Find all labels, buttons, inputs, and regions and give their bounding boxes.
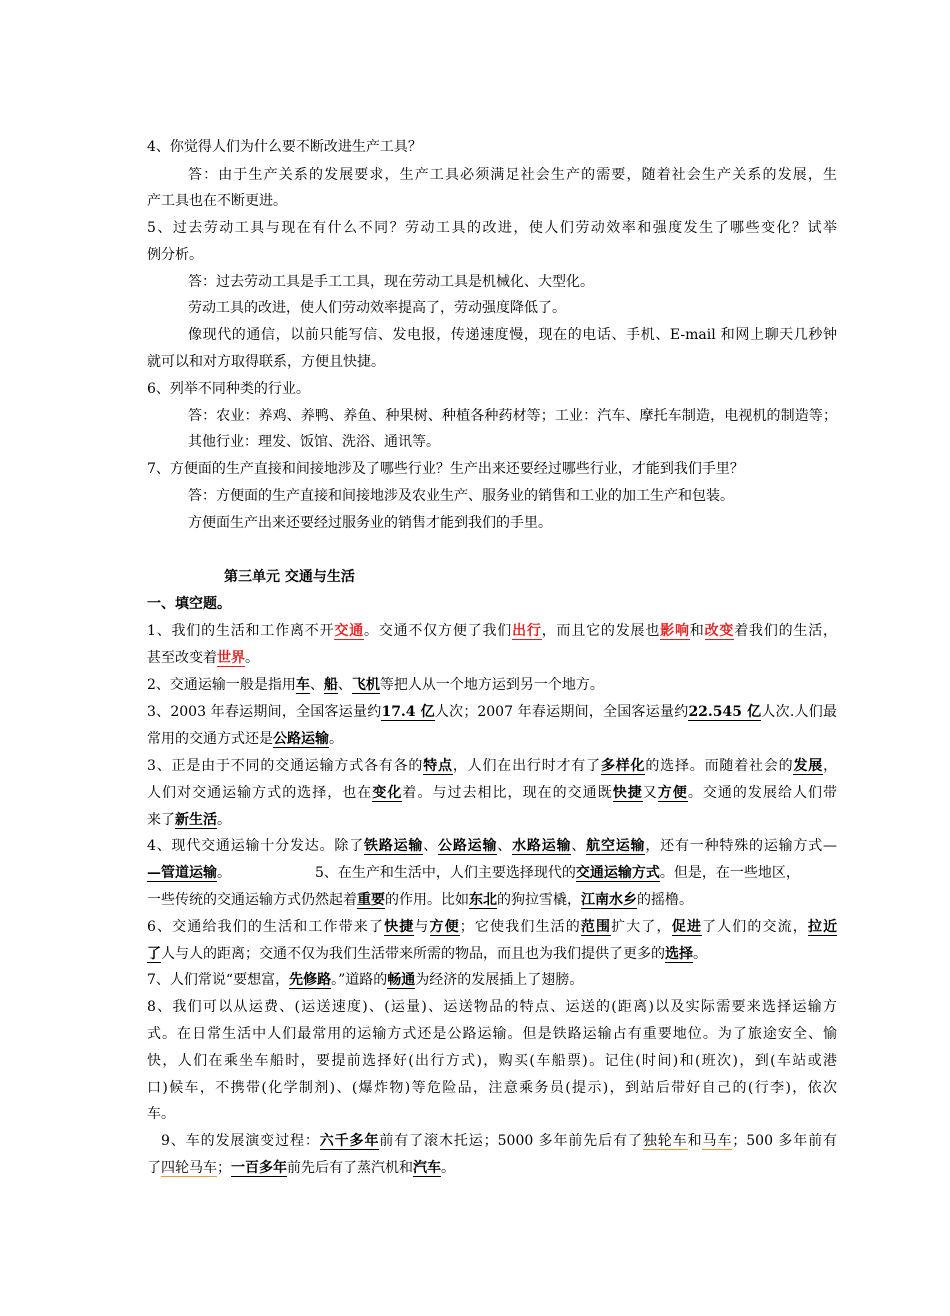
answer-6-line-2: 其他行业：理发、饭馆、洗浴、通讯等。 <box>188 434 440 450</box>
fill-q1-line-1: 1、我们的生活和工作离不开交通。交通不仅方便了我们出行，而且它的发展也影响和改变着我们的生活， <box>147 623 838 639</box>
fill-q6-line-1: 6、交通给我们的生活和工作带来了快捷与方便；它使我们生活的范围扩大了，促进了人们的交流，拉近 <box>147 919 838 935</box>
fill-q8-line-1: 8、我们可以从运费、(运送速度)、(运量)、运送物品的特点、运送的(距离)以及实际需要来选择运输方 <box>147 999 837 1015</box>
fill-q9-line-1: 9、车的发展演变过程：六千多年前有了滚木托运；5000 多年前先后有了独轮车和马车；500 多年前有 <box>161 1133 838 1149</box>
answer-blank: 重要 <box>357 892 385 908</box>
fill-q3a-line-1: 3、2003 年春运期间，全国客运量约17.4 亿人次；2007 年春运期间，全国客运量约22.545 亿人次.人们最 <box>147 704 837 720</box>
answer-blank: 快捷 <box>384 919 415 935</box>
question-4: 4、你觉得人们为什么要不断改进生产工具？ <box>147 139 422 155</box>
answer-blank: 改变 <box>704 623 735 639</box>
answer-blank: 先修路 <box>289 972 332 988</box>
answer-blank: 新生活 <box>175 812 217 828</box>
answer-5-line-2: 劳动工具的改进，使人们劳动效率提高了，劳动强度降低了。 <box>188 300 566 316</box>
question-6: 6、列举不同种类的行业。 <box>147 381 310 397</box>
question-5-line-2: 例分析。 <box>147 247 203 263</box>
answer-blank: 拉近 <box>807 919 838 935</box>
fill-q8-line-2: 式。在日常生活中人们最常用的运输方式还是公路运输。但是铁路运输占有重要地位。为了旅途安全、愉 <box>147 1026 837 1042</box>
answer-4-line-1: 答：由于生产关系的发展要求，生产工具必须满足社会生产的需要，随着社会生产关系的发展，生 <box>188 167 837 183</box>
fill-q3b-line-2: 人们对交通运输方式的选择，也在变化着。与过去相比，现在的交通既快捷又方便。交通的发展给人们带 <box>147 785 838 801</box>
fill-q8-line-4: 口)候车，不携带(化学制剂)、(爆炸物)等危险品，注意乘务员(提示)，到站后带好自己的(行李)，依次 <box>147 1080 837 1096</box>
answer-blank: 公路运输 <box>438 838 498 854</box>
answer-5-line-4: 就可以和对方取得联系，方便且快捷。 <box>147 354 385 370</box>
answer-5-line-3: 像现代的通信，以前只能写信、发电报，传递速度慢，现在的电话、手机、E-mail 和网上聊天几秒钟 <box>188 327 837 343</box>
fill-q3b-line-1: 3、正是由于不同的交通运输方式各有各的特点，人们在出行时才有了多样化的选择。而随着社会的发展， <box>147 758 838 774</box>
answer-blank: 22.545 亿 <box>688 704 762 720</box>
question-5-line-1: 5、过去劳动工具与现在有什么不同？劳动工具的改进，使人们劳动效率和强度发生了哪些变化？试举 <box>147 220 837 236</box>
unit-title: 第三单元 交通与生活 <box>224 569 355 585</box>
answer-blank: 飞机 <box>351 677 380 693</box>
answer-blank: 发展 <box>793 758 824 774</box>
answer-7-line-2: 方便面生产出来还要经过服务业的销售才能到我们的手里。 <box>188 515 552 531</box>
answer-blank: 水路运输 <box>512 838 572 854</box>
answer-blank: 交通运输方式 <box>575 865 660 881</box>
answer-blank: 独轮车 <box>642 1133 688 1149</box>
answer-blank: 出行 <box>512 623 542 639</box>
answer-blank: 范围 <box>580 919 612 935</box>
answer-blank: 船 <box>323 677 338 693</box>
answer-blank: —管道运输 <box>147 865 217 881</box>
answer-blank: 变化 <box>372 785 403 801</box>
answer-blank: 马车 <box>702 1133 733 1149</box>
answer-blank: 方便 <box>429 919 460 935</box>
answer-blank: 江南水乡 <box>581 892 637 908</box>
fill-q7: 7、人们常说“要想富，先修路。”道路的畅通为经济的发展插上了翅膀。 <box>147 972 584 988</box>
fill-q3a-line-2: 常用的交通方式还是公路运输。 <box>147 731 343 747</box>
fill-q4-q5-line: —管道运输。 5、在生产和生活中，人们主要选择现代的交通运输方式。但是，在一些地区， <box>147 865 800 881</box>
question-7: 7、方便面的生产直接和间接地涉及了哪些行业？生产出来还要经过哪些行业，才能到我们手里？ <box>147 461 744 477</box>
fill-q1-line-2: 甚至改变着世界。 <box>147 650 259 666</box>
answer-blank: 多样化 <box>600 758 646 774</box>
answer-6-line-1: 答：农业：养鸡、养鸭、养鱼、种果树、种植各种药材等；工业：汽车、摩托车制造，电视机的制造等； <box>188 408 837 424</box>
answer-blank: 17.4 亿 <box>381 704 435 720</box>
fill-q9-line-2: 了四轮马车；一百多年前先后有了蒸汽机和汽车。 <box>147 1160 455 1176</box>
answer-blank: 方便 <box>657 785 688 801</box>
answer-blank: 畅通 <box>387 972 416 988</box>
answer-blank: 铁路运输 <box>364 838 424 854</box>
answer-4-line-2: 产工具也在不断更进。 <box>147 193 287 209</box>
answer-blank: 六千多年 <box>319 1133 380 1149</box>
answer-blank: 公路运输 <box>273 731 329 747</box>
fill-q4-line-1: 4、现代交通运输十分发达。除了铁路运输、公路运输、水路运输、航空运输，还有一种特殊的运输方式— <box>147 838 838 854</box>
answer-blank: 四轮马车 <box>161 1160 217 1176</box>
answer-blank: 世界 <box>217 650 245 666</box>
fill-in-heading: 一、填空题。 <box>147 596 231 612</box>
fill-q6-line-2: 了人与人的距离；交通不仅为我们生活带来所需的物品，而且也为我们提供了更多的选择。 <box>147 946 707 962</box>
answer-blank: 了 <box>147 946 161 962</box>
answer-blank: 选择 <box>665 946 693 962</box>
answer-blank: 快捷 <box>612 785 643 801</box>
answer-blank: 促进 <box>671 919 702 935</box>
fill-q2: 2、交通运输一般是指用车、船、飞机等把人从一个地方运到另一个地方。 <box>147 677 604 693</box>
answer-blank: 交通 <box>334 623 365 639</box>
answer-blank: 汽车 <box>413 1160 441 1176</box>
answer-blank: 一百多年 <box>231 1160 287 1176</box>
fill-q8-line-3: 快，人们在乘坐车船时，要提前选择好(出行方式)，购买(车船票)。记住(时间)和(班次)，到(车站或港 <box>147 1053 837 1069</box>
fill-q8-line-5: 车。 <box>147 1106 175 1122</box>
answer-blank: 特点 <box>423 758 453 774</box>
fill-q3b-line-3: 来了新生活。 <box>147 812 231 828</box>
answer-5-line-1: 答：过去劳动工具是手工工具，现在劳动工具是机械化、大型化。 <box>188 274 594 290</box>
answer-7-line-1: 答：方便面的生产直接和间接地涉及农业生产、服务业的销售和工业的加工生产和包装。 <box>188 488 734 504</box>
answer-blank: 车 <box>295 677 310 693</box>
answer-blank: 东北 <box>469 892 497 908</box>
fill-q5-line-2: 一些传统的交通运输方式仍然起着重要的作用。比如东北的狗拉雪橇，江南水乡的摇橹。 <box>147 892 693 908</box>
answer-blank: 航空运输 <box>586 838 646 854</box>
answer-blank: 影响 <box>660 623 690 639</box>
